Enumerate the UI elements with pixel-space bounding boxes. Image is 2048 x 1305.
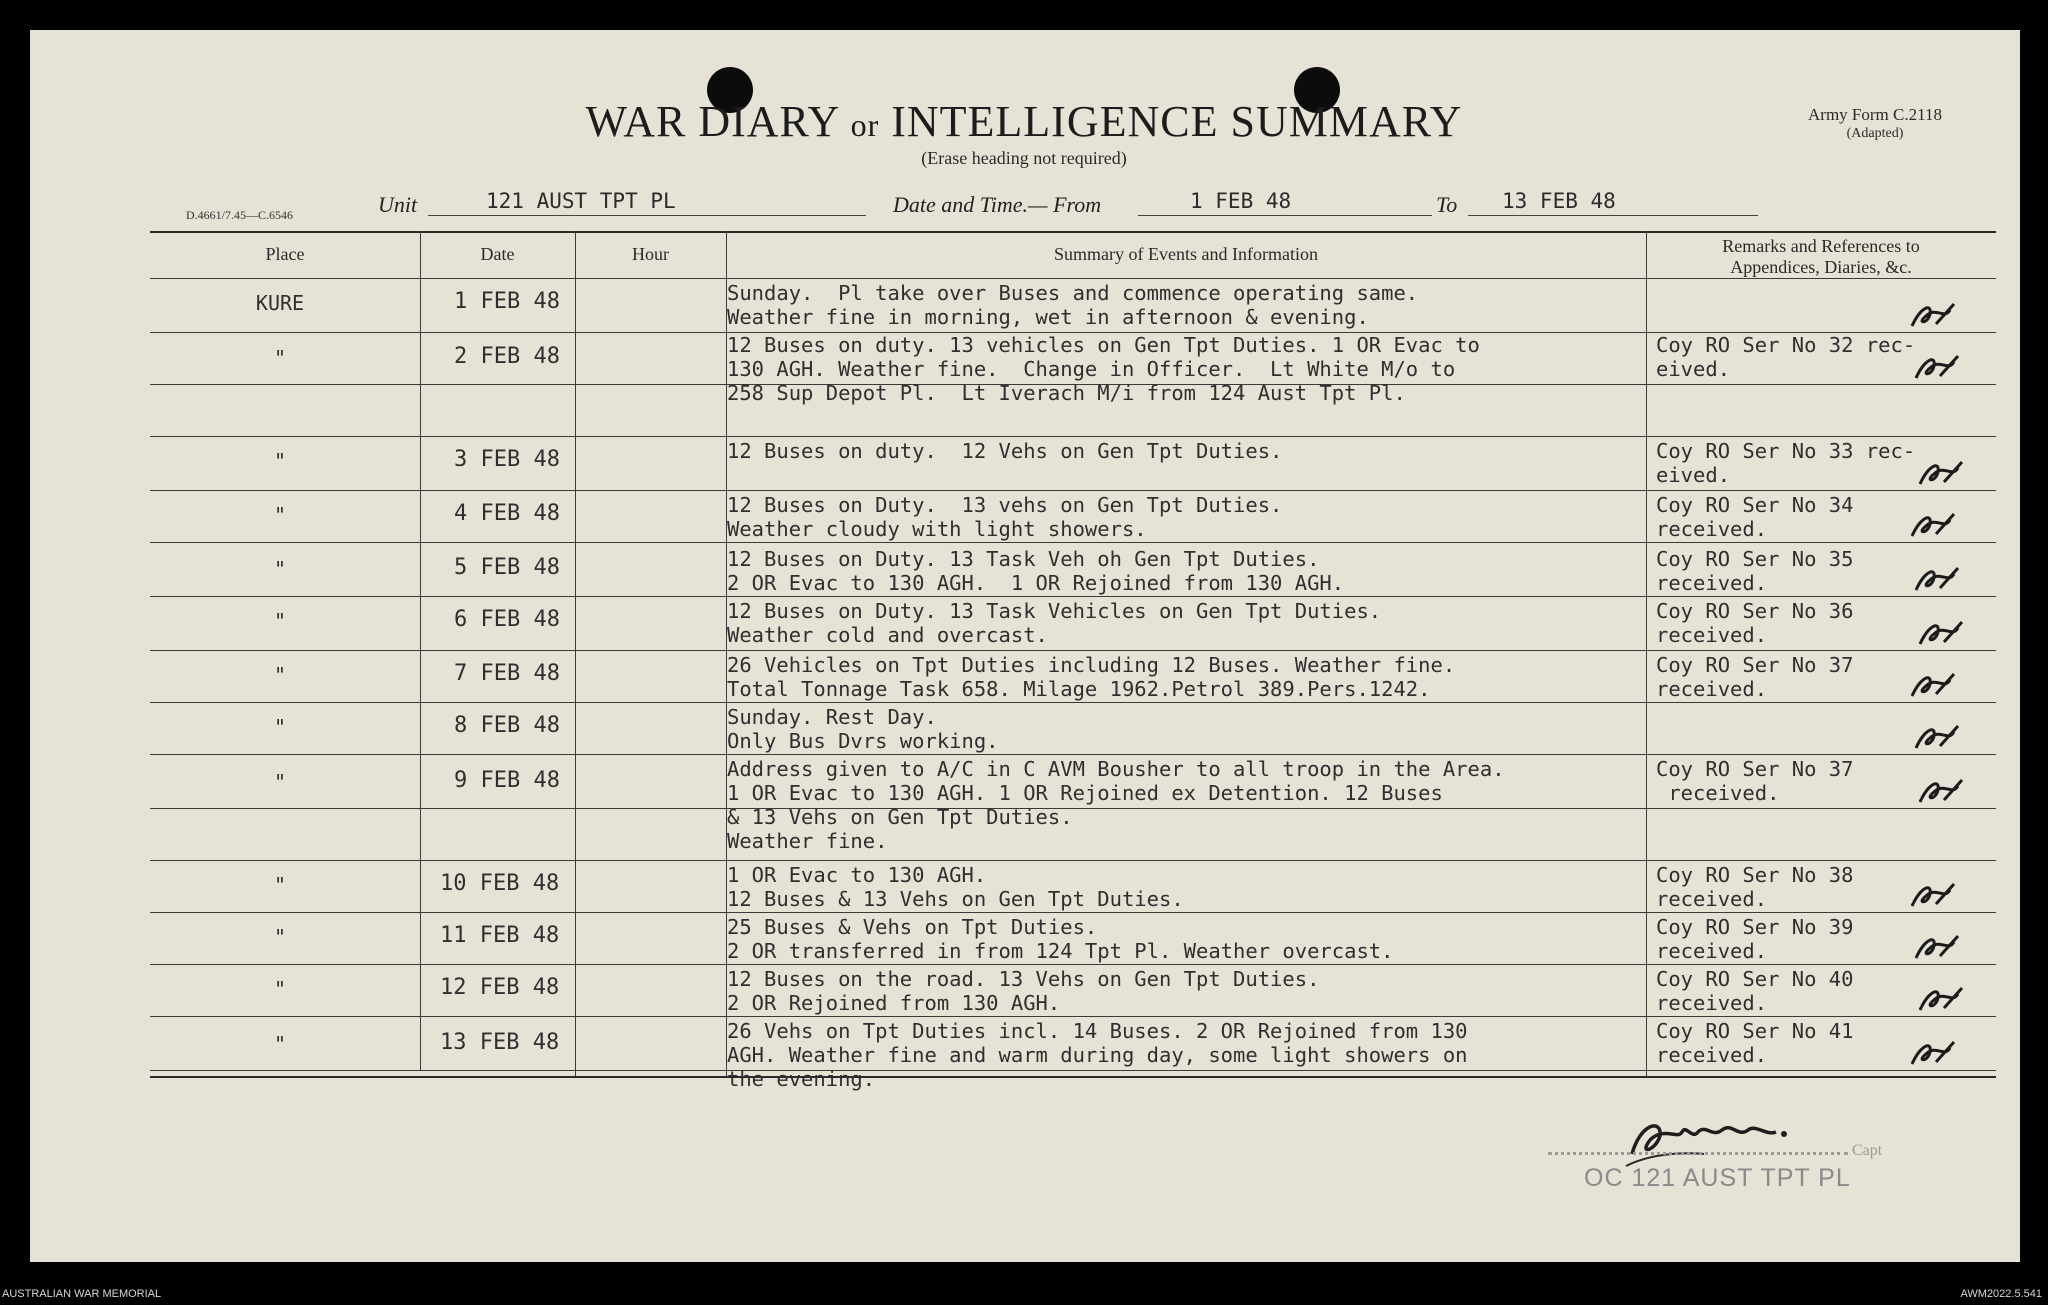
row-rule [150, 278, 1996, 279]
initials-mark [1914, 616, 1974, 650]
row-date: 3 FEB 48 [454, 447, 560, 472]
remark-line: received. [1656, 939, 1768, 963]
summary-line: 258 Sup Depot Pl. Lt Iverach M/i from 124 Aust Tpt Pl. [727, 381, 1406, 405]
to-underline [1468, 215, 1758, 216]
table-bottom-rule [150, 1076, 1996, 1078]
remarks-header-line-1: Remarks and References to [1722, 236, 1920, 256]
initials-mark [1910, 350, 1970, 384]
remark-line: Coy RO Ser No 33 rec- [1656, 439, 1916, 463]
row-date: 11 FEB 48 [440, 923, 560, 948]
remark-line: received. [1656, 887, 1768, 911]
remark-line: Coy RO Ser No 37 [1656, 653, 1854, 677]
date-from-value: 1 FEB 48 [1190, 189, 1292, 213]
summary-line: AGH. Weather fine and warm during day, some light showers on [727, 1043, 1468, 1067]
initials-mark [1910, 720, 1970, 754]
remark-line: eived. [1656, 463, 1731, 487]
form-ref-label: Army Form C.2118 [1808, 105, 1942, 124]
summary-line: 12 Buses & 13 Vehs on Gen Tpt Duties. [727, 887, 1184, 911]
row-place: " [273, 873, 287, 897]
summary-line: 2 OR Evac to 130 AGH. 1 OR Rejoined from 130 AGH. [727, 571, 1345, 595]
initials-mark [1906, 668, 1966, 702]
row-date: 13 FEB 48 [440, 1030, 560, 1055]
initials-mark [1906, 878, 1966, 912]
remark-line: received. [1656, 677, 1768, 701]
initials-mark [1914, 774, 1974, 808]
row-place: " [273, 557, 287, 581]
signature-dotted-line [1548, 1152, 1848, 1155]
summary-line: 1 OR Evac to 130 AGH. 1 OR Rejoined ex Detention. 12 Buses [727, 781, 1443, 805]
capacity-suffix: Capt [1852, 1142, 1883, 1159]
summary-line: 12 Buses on duty. 13 vehicles on Gen Tpt Duties. 1 OR Evac to [727, 333, 1480, 357]
remark-line: received. [1656, 623, 1768, 647]
row-place: " [273, 503, 287, 527]
col-rule-date [575, 231, 576, 1076]
remark-line: received. [1656, 571, 1768, 595]
initials-mark [1910, 562, 1970, 596]
form-reference [1790, 105, 1960, 143]
summary-line: 1 OR Evac to 130 AGH. [727, 863, 987, 887]
row-date: 12 FEB 48 [440, 975, 560, 1000]
summary-line: Weather fine in morning, wet in afternoon & evening. [727, 305, 1369, 329]
initials-mark [1914, 982, 1974, 1016]
row-place: " [273, 663, 287, 687]
summary-line: 2 OR Rejoined from 130 AGH. [727, 991, 1061, 1015]
remarks-header-line-2: Appendices, Diaries, &c. [1730, 257, 1912, 277]
summary-line: Weather cloudy with light showers. [727, 517, 1147, 541]
row-place: " [273, 770, 287, 794]
remark-line: Coy RO Ser No 36 [1656, 599, 1854, 623]
row-rule [150, 542, 1996, 543]
col-header-summary: Summary of Events and Information [1054, 244, 1318, 264]
summary-line: 2 OR transferred in from 124 Tpt Pl. Weather overcast. [727, 939, 1394, 963]
row-rule [150, 808, 1996, 809]
summary-line: 26 Vehs on Tpt Duties incl. 14 Buses. 2 OR Rejoined from 130 [727, 1019, 1468, 1043]
row-rule [150, 596, 1996, 597]
row-place: " [273, 449, 287, 473]
summary-line: Total Tonnage Task 658. Milage 1962.Petrol 389.Pers.1242. [727, 677, 1431, 701]
row-place: " [273, 609, 287, 633]
row-date: 8 FEB 48 [454, 713, 560, 738]
remark-line: received. [1656, 517, 1768, 541]
initials-mark [1906, 298, 1966, 332]
remark-line: Coy RO Ser No 39 [1656, 915, 1854, 939]
summary-line: Sunday. Pl take over Buses and commence operating same. [727, 281, 1419, 305]
unit-underline [428, 215, 866, 216]
col-header-date: Date [480, 244, 515, 264]
row-place: " [273, 925, 287, 949]
row-rule [150, 436, 1996, 437]
remark-line: Coy RO Ser No 35 [1656, 547, 1854, 571]
title-or: or [850, 107, 880, 143]
row-date: 1 FEB 48 [454, 289, 560, 314]
summary-line: the evening. [727, 1067, 876, 1091]
row-place: " [273, 346, 287, 370]
remark-line: Coy RO Ser No 32 rec- [1656, 333, 1916, 357]
summary-line: Weather fine. [727, 829, 888, 853]
date-to-value: 13 FEB 48 [1502, 189, 1616, 213]
summary-line: 26 Vehicles on Tpt Duties including 12 Buses. Weather fine. [727, 653, 1456, 677]
oc-stamp: OC 121 AUST TPT PL [1584, 1164, 1851, 1192]
row-rule [150, 1016, 1996, 1017]
row-rule [150, 702, 1996, 703]
initials-mark [1906, 1036, 1966, 1070]
col-rule-place [420, 231, 421, 1071]
row-rule [150, 490, 1996, 491]
remark-line: Coy RO Ser No 38 [1656, 863, 1854, 887]
row-rule [150, 860, 1996, 861]
summary-line: 12 Buses on the road. 13 Vehs on Gen Tpt Duties. [727, 967, 1320, 991]
col-header-remarks [1646, 236, 1996, 278]
summary-line: 12 Buses on Duty. 13 vehs on Gen Tpt Duties. [727, 493, 1283, 517]
summary-line: Weather cold and overcast. [727, 623, 1048, 647]
row-date: 2 FEB 48 [454, 344, 560, 369]
summary-line: 12 Buses on duty. 12 Vehs on Gen Tpt Duties. [727, 439, 1283, 463]
row-rule [150, 964, 1996, 965]
title-part-2: INTELLIGENCE SUMMARY [891, 97, 1463, 146]
remark-line: eived. [1656, 357, 1731, 381]
form-ref-sub: (Adapted) [1846, 126, 1904, 141]
date-to-label: To [1436, 192, 1458, 217]
title-part-1: WAR DIARY [585, 97, 839, 146]
summary-line: Sunday. Rest Day. [727, 705, 937, 729]
row-place: " [273, 977, 287, 1001]
row-rule [150, 650, 1996, 651]
footer-institution: AUSTRALIAN WAR MEMORIAL [2, 1288, 162, 1300]
summary-line: 12 Buses on Duty. 13 Task Vehicles on Gen Tpt Duties. [727, 599, 1382, 623]
officer-signature [1620, 1110, 1820, 1170]
row-date: 4 FEB 48 [454, 501, 560, 526]
from-underline [1138, 215, 1432, 216]
row-place: " [273, 715, 287, 739]
remark-line: Coy RO Ser No 41 [1656, 1019, 1854, 1043]
remark-line: received. [1656, 1043, 1768, 1067]
summary-line: 25 Buses & Vehs on Tpt Duties. [727, 915, 1098, 939]
summary-line: Only Bus Dvrs working. [727, 729, 999, 753]
col-header-hour: Hour [632, 244, 669, 264]
row-date: 6 FEB 48 [454, 607, 560, 632]
print-reference: D.4661/7.45—C.6546 [186, 208, 294, 222]
row-place: " [273, 1032, 287, 1056]
date-from-label: Date and Time.— From [893, 192, 1102, 217]
remark-line: received. [1656, 781, 1780, 805]
row-rule [150, 754, 1996, 755]
summary-line: 12 Buses on Duty. 13 Task Veh oh Gen Tpt Duties. [727, 547, 1320, 571]
row-date: 7 FEB 48 [454, 661, 560, 686]
row-date: 10 FEB 48 [440, 871, 560, 896]
summary-line: 130 AGH. Weather fine. Change in Officer. Lt White M/o to [727, 357, 1456, 381]
row-date: 9 FEB 48 [454, 768, 560, 793]
document-subtitle: (Erase heading not required) [921, 148, 1127, 168]
initials-mark [1906, 508, 1966, 542]
summary-line: Address given to A/C in C AVM Bousher to all troop in the Area. [727, 757, 1505, 781]
summary-line: & 13 Vehs on Gen Tpt Duties. [727, 805, 1073, 829]
row-rule [150, 1070, 1996, 1071]
unit-label: Unit [378, 192, 418, 217]
remark-line: Coy RO Ser No 34 [1656, 493, 1854, 517]
row-date: 5 FEB 48 [454, 555, 560, 580]
footer-accession: AWM2022.5.541 [1960, 1288, 2042, 1300]
row-place: KURE [255, 291, 305, 315]
initials-mark [1914, 456, 1974, 490]
row-rule [150, 912, 1996, 913]
unit-value: 121 AUST TPT PL [486, 189, 676, 213]
remark-line: Coy RO Ser No 37 [1656, 757, 1854, 781]
document-title [0, 96, 2048, 147]
col-header-place: Place [265, 244, 305, 264]
remark-line: Coy RO Ser No 40 [1656, 967, 1854, 991]
col-rule-summary [1646, 231, 1647, 1076]
initials-mark [1910, 930, 1970, 964]
remark-line: received. [1656, 991, 1768, 1015]
table-top-rule [150, 231, 1996, 233]
